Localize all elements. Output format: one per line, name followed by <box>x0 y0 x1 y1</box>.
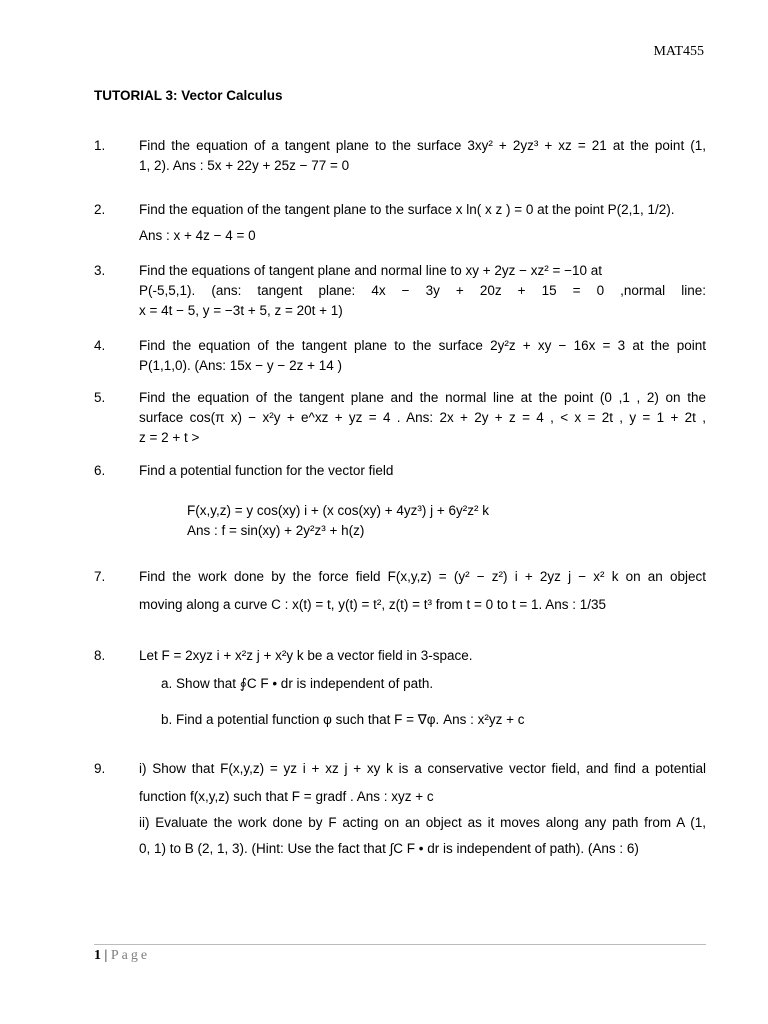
question-text-line: ii) Evaluate the work done by F acting on an object as it moves along any path from A (1, <box>139 815 706 830</box>
question-body <box>139 567 706 615</box>
question-text-line: Find the equation of a tangent plane to the surface 3xy² + 2yz³ + xz = 21 at the point (1, <box>139 138 706 153</box>
page-number: 1 <box>94 948 101 963</box>
vector-field-expression: F(x,y,z) = y cos(xy) i + (x cos(xy) + 4yz³) j + 6y²z² k <box>187 503 490 518</box>
question-text-line: 1, 2). Ans : 5x + 22y + 25z − 77 = 0 <box>139 158 350 173</box>
question-text-line: i) Show that F(x,y,z) = yz i + xz j + xy k is a conservative vector field, and find a potential <box>139 761 706 776</box>
question-text-line: function f(x,y,z) such that F = gradf . Ans : xyz + c <box>139 789 434 804</box>
question-text-line: Find a potential function for the vector field <box>139 463 394 478</box>
question-body <box>139 461 706 541</box>
question-text-line: Find the work done by the force field F(x,y,z) = (y² − z²) i + 2yz j − x² k on an object <box>139 569 706 584</box>
question-body <box>139 200 706 246</box>
question-text-line: Find the equation of the tangent plane to the surface 2y²z + xy − 16x = 3 at the point <box>139 338 706 353</box>
question-number: 9. <box>94 761 106 776</box>
question-text-line: z = 2 + t > <box>139 430 200 445</box>
question-body <box>139 388 706 448</box>
question-body <box>139 336 706 376</box>
course-code: MAT455 <box>653 44 704 59</box>
question-number: 5. <box>94 390 106 405</box>
answer-text: Ans : f = sin(xy) + 2y²z³ + h(z) <box>187 523 365 538</box>
question-text-line: Find the equations of tangent plane and normal line to xy + 2yz − xz² = −10 at <box>139 263 603 278</box>
question-number: 4. <box>94 338 106 353</box>
footer-divider <box>94 944 706 945</box>
footer-separator: | <box>104 948 108 963</box>
question-number: 6. <box>94 463 106 478</box>
question-number: 7. <box>94 569 106 584</box>
question-body <box>139 136 706 176</box>
question-text-line: P(1,1,0). (Ans: 15x − y − 2z + 14 ) <box>139 358 342 373</box>
question-body <box>139 646 706 730</box>
question-number: 3. <box>94 263 106 278</box>
question-number: 2. <box>94 202 106 217</box>
question-text-line: Find the equation of the tangent plane and the normal line at the point (0 ,1 , 2) on the <box>139 390 706 405</box>
question-text-line: moving along a curve C : x(t) = t, y(t) = t², z(t) = t³ from t = 0 to t = 1. Ans : 1/35 <box>139 597 607 612</box>
page-label: Page <box>110 948 151 963</box>
question-text-line: surface cos(π x) − x²y + e^xz + yz = 4 . Ans: 2x + 2y + z = 4 , < x = 2t , y = 1 + 2t , <box>139 410 706 425</box>
page-footer <box>94 948 150 964</box>
question-text-line: 0, 1) to B (2, 1, 3). (Hint: Use the fact that ∫C F • dr is independent of path). (Ans : 6) <box>139 841 639 856</box>
question-text-line: Let F = 2xyz i + x²z j + x²y k be a vector field in 3-space. <box>139 648 473 663</box>
question-text-line: Ans : x + 4z − 4 = 0 <box>139 228 256 243</box>
question-number: 1. <box>94 138 106 153</box>
question-number: 8. <box>94 648 106 663</box>
subquestion-b: b. Find a potential function φ such that F = ∇φ. Ans : x²yz + c <box>161 712 525 727</box>
question-text-line: x = 4t − 5, y = −3t + 5, z = 20t + 1) <box>139 303 343 318</box>
question-text-line: Find the equation of the tangent plane to the surface x ln( x z ) = 0 at the point P(2,1, 1/2). <box>139 202 675 217</box>
page-title: TUTORIAL 3: Vector Calculus <box>94 88 283 103</box>
question-text-line: P(-5,5,1). (ans: tangent plane: 4x − 3y + 20z + 15 = 0 ,normal line: <box>139 283 706 298</box>
subquestion-a: a. Show that ∮C F • dr is independent of path. <box>161 676 434 691</box>
question-body <box>139 261 706 321</box>
question-body <box>139 759 706 859</box>
